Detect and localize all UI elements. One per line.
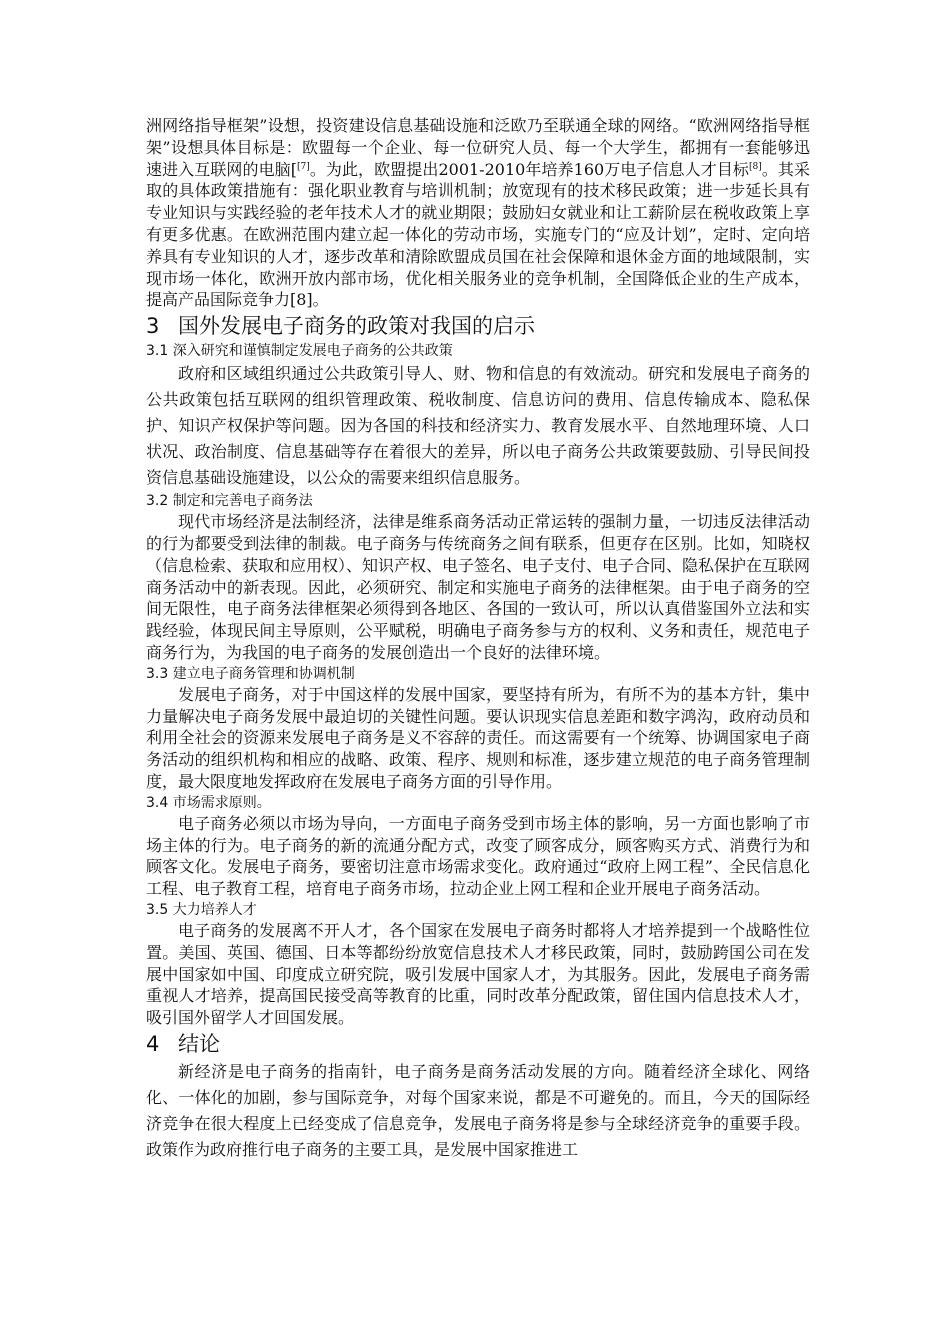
subsection-3-4-title: 市场需求原则。 (172, 794, 271, 811)
section-3-title: 国外发展电子商务的政策对我国的启示 (178, 314, 535, 339)
section-4-body: 新经济是电子商务的指南针，电子商务是商务活动发展的方向。随着经济全球化、网络化、一体化的加剧，参与国际竞争，对每个国家来说，都是不可避免的。而且，今天的国际经济竞争在很大程度上已经变成了信息竞争，发展电子商务将是参与全球经济竞争的重要手段。政策作为政府推行电子商务的主要工具，是发展中国家推进工 (146, 1061, 810, 1159)
section-4-number: 4 (146, 1031, 160, 1056)
subsection-3-1-title: 深入研究和谨慎制定发展电子商务的公共政策 (172, 343, 453, 360)
subsection-3-3-body: 发展电子商务，对于中国这样的发展中国家，要坚持有所为，有所不为的基本方针，集中力量解决电子商务发展中最迫切的关键性问题。要认识现实信息差距和数字鸿沟，政府动员和利用全社会的资源来发展电子商务是义不容辞的责任。而这需要有一个统筹、协调国家电子商务活动的组织机构和相应的战略、政策、程序、规则和标准，逐步建立规范的电子商务管理制度，最大限度地发挥政府在发展电子商务方面的引导作用。 (146, 684, 810, 791)
subsection-3-1-number: 3.1 (146, 343, 169, 360)
subsection-3-3-title: 建立电子商务管理和协调机制 (172, 665, 355, 682)
subsection-3-1-body: 政府和区域组织通过公共政策引导人、财、物和信息的有效流动。研究和发展电子商务的公共政策包括互联网的组织管理政策、税收制度、信息访问的费用、信息传输成本、隐私保护、知识产权保护等问题。因为各国的科技和经济实力、教育发展水平、自然地理环境、人口状况、政治制度、信息基础等存在着很大的差异，所以电子商务公共政策要鼓励、引导民间投资信息基础设施建设，以公众的需要来组织信息服务。 (146, 364, 810, 488)
subsection-3-2-heading (146, 491, 810, 511)
section-4-title: 结论 (178, 1031, 220, 1056)
subsection-3-3-number: 3.3 (146, 665, 169, 682)
subsection-3-2-body: 现代市场经济是法制经济，法律是维系商务活动正常运转的强制力量，一切违反法律活动的行为都要受到法律的制裁。电子商务与传统商务之间有联系，但更存在区别。比如，知晓权（信息检索、获取和应用权）、知识产权、电子签名、电子支付、电子合同、隐私保护在互联网商务活动中的新表现。因此，必须研究、制定和实施电子商务的法律框架。由于电子商务的空间无限性，电子商务法律框架必须得到各地区、各国的一致认可，所以认真借鉴国外立法和实践经验，体现民间主导原则，公平赋税，明确电子商务参与方的权利、义务和责任，规范电子商务行为，为我国的电子商务的发展创造出一个良好的法律环境。 (146, 512, 811, 662)
intro-text-c: 。其采取的具体政策措施有：强化职业教育与培训机制；放宽现有的技术移民政策；进一步延长具有专业知识与实践经验的老年技术人才的就业期限；鼓励妇女就业和让工薪阶层在税收政策上享有更多优惠。在欧洲范围内建立起一体化的劳动市场，实施专门的“应及计划”，定时、定向培养具有专业知识的人才，逐步改革和清除欧盟成员国在社会保障和退休金方面的地域限制，实现市场一体化，欧洲开放内部市场，优化相关服务业的竞争机制，全国降低企业的生产成本，提高产品国际竞争力[8]。 (146, 159, 810, 310)
subsection-3-2-number: 3.2 (146, 493, 169, 510)
intro-paragraph (146, 115, 810, 311)
intro-text-a: 洲网络指导框架”设想，投资建设信息基础设施和泛欧乃至联通全球的网络。“欧洲网络指导框架”设想具体目标是：欧盟每一个企业、每一位研究人员、每一个大学生，都拥有一套能够迅速进入互联网的电脑[ (146, 116, 810, 179)
document-body (146, 115, 810, 1163)
citation-7: [7] (296, 161, 310, 172)
subsection-3-4-number: 3.4 (146, 794, 169, 811)
section-3-heading (146, 313, 810, 340)
section-3-number: 3 (146, 314, 160, 339)
subsection-3-3-heading (146, 664, 810, 684)
subsection-3-5-title: 大力培养人才 (172, 901, 257, 918)
subsection-3-5-number: 3.5 (146, 901, 169, 918)
subsection-3-5-heading (146, 900, 810, 920)
intro-text-b: 。为此，欧盟提出2001-2010年培养160万电子信息人才目标 (309, 159, 749, 179)
subsection-3-5-body: 电子商务的发展离不开人才，各个国家在发展电子商务时都将人才培养提到一个战略性位置。美国、英国、德国、日本等都纷纷放宽信息技术人才移民政策，同时，鼓励跨国公司在发展中国家如中国、印度成立研究院，吸引发展中国家人才，为其服务。因此，发展电子商务需重视人才培养，提高国民接受高等教育的比重，同时改革分配政策，留住国内信息技术人才，吸引国外留学人才回国发展。 (146, 920, 810, 1028)
subsection-3-4-body: 电子商务必须以市场为导向，一方面电子商务受到市场主体的影响，另一方面也影响了市场主体的行为。电子商务的新的流通分配方式，改变了顾客成分，顾客购买方式、消费行为和顾客文化。发展电子商务，要密切注意市场需求变化。政府通过“政府上网工程”、全民信息化工程、电子教育工程，培育电子商务市场，拉动企业上网工程和企业开展电子商务活动。 (146, 813, 810, 899)
citation-8: [8] (749, 161, 762, 172)
subsection-3-2-title: 制定和完善电子商务法 (172, 493, 313, 510)
subsection-3-1-heading (146, 341, 810, 361)
subsection-3-4-heading (146, 793, 810, 813)
section-4-heading (146, 1031, 810, 1058)
